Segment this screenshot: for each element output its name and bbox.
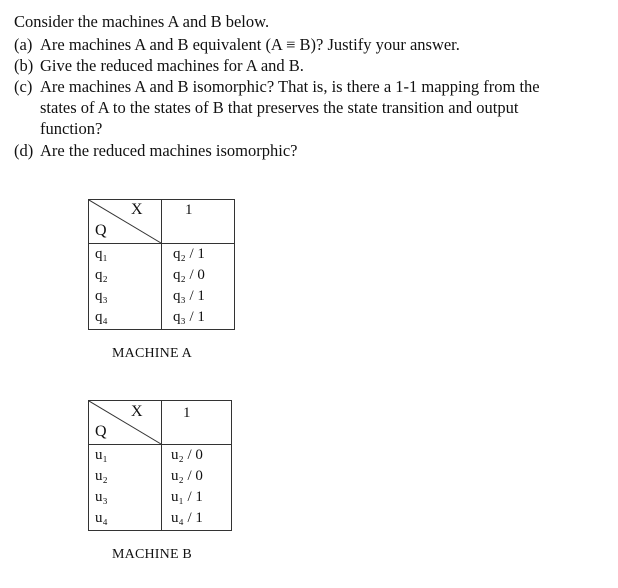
question-marker: (a) [14, 35, 33, 54]
machine-b-caption: MACHINE B [112, 547, 192, 562]
transition-cell: q₃ / 1 [173, 288, 205, 304]
machine-b-table [88, 400, 232, 531]
state-cell: u₁ [95, 447, 108, 463]
question-text: function? [40, 119, 103, 138]
transition-cell: u₄ / 1 [171, 510, 203, 526]
transition-cell: q₃ / 1 [173, 309, 205, 325]
transition-cell: q₂ / 0 [173, 267, 205, 283]
transition-cell: u₂ / 0 [171, 447, 203, 463]
header-divider [89, 444, 231, 445]
column-divider [161, 200, 162, 329]
transition-cell: q₂ / 1 [173, 246, 205, 262]
state-cell: q₁ [95, 246, 108, 262]
question-marker: (c) [14, 77, 33, 96]
row-header-q: Q [95, 222, 107, 239]
question-text: Give the reduced machines for A and B. [40, 56, 304, 75]
intro-text: Consider the machines A and B below. [14, 12, 270, 31]
question-marker: (b) [14, 56, 34, 75]
input-symbol: 1 [183, 405, 191, 421]
state-cell: u₂ [95, 468, 108, 484]
transition-cell: u₁ / 1 [171, 489, 203, 505]
question-text: Are machines A and B isomorphic? That is, is there a 1-1 mapping from the [40, 77, 540, 96]
machine-a-table [88, 199, 235, 330]
question-text: Are the reduced machines isomorphic? [40, 141, 298, 160]
question-text: states of A to the states of B that preserves the state transition and output [40, 98, 519, 117]
state-cell: q₃ [95, 288, 108, 304]
header-divider [89, 243, 234, 244]
question-marker: (d) [14, 141, 34, 160]
state-cell: q₄ [95, 309, 108, 325]
row-header-q: Q [95, 423, 107, 440]
machine-a-caption: MACHINE A [112, 346, 192, 361]
question-d [14, 141, 298, 161]
column-header-x: X [131, 403, 143, 420]
column-header-x: X [131, 201, 143, 218]
state-cell: u₃ [95, 489, 108, 505]
question-text: Are machines A and B equivalent (A ≡ B)? Justify your answer. [40, 35, 460, 54]
state-cell: q₂ [95, 267, 108, 283]
transition-cell: u₂ / 0 [171, 468, 203, 484]
question-a [14, 35, 460, 55]
input-symbol: 1 [185, 202, 193, 218]
question-c [14, 77, 540, 97]
column-divider [161, 401, 162, 530]
question-b [14, 56, 304, 76]
state-cell: u₄ [95, 510, 108, 526]
